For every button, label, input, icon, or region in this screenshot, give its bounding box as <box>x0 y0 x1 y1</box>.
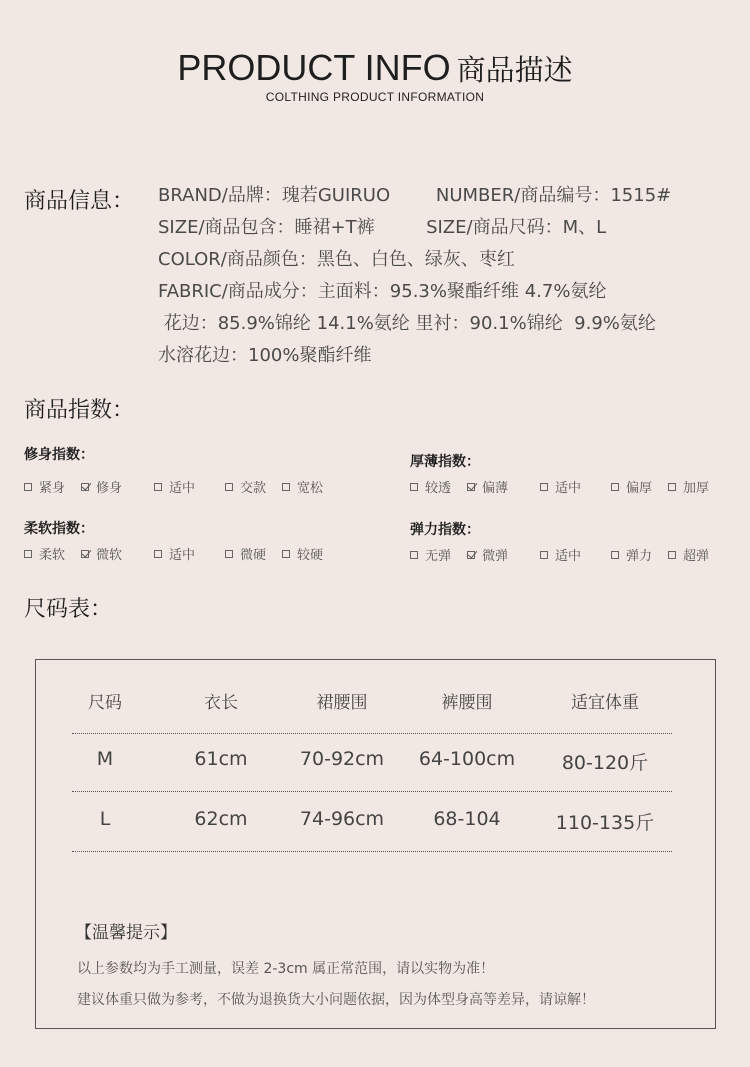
index-option: 偏厚 <box>611 477 652 496</box>
note-line: 以上参数均为手工测量，误差 2-3cm 属正常范围，请以实物为准！ <box>77 961 495 977</box>
size-table-cell: 64-100cm <box>418 748 516 770</box>
index-option-checked: 修身 <box>81 477 122 496</box>
checkbox-icon <box>282 550 290 558</box>
index-option: 适中 <box>540 477 581 496</box>
index-option: 弹力 <box>611 545 652 564</box>
page-title-cn: 商品描述 <box>456 53 573 87</box>
info-line-size: SIZE/商品包含：睡裙+T裤 SIZE/商品尺码：M、L <box>158 217 607 238</box>
table-divider <box>72 791 672 792</box>
index-option-checked: 微软 <box>81 544 122 563</box>
index-option: 超弹 <box>668 545 709 564</box>
checkbox-icon <box>225 483 233 491</box>
checkbox-icon <box>154 483 162 491</box>
checkbox-icon <box>225 550 233 558</box>
page-subtitle: COLTHING PRODUCT INFORMATION <box>265 90 485 104</box>
table-divider <box>72 851 672 852</box>
index-option: 紧身 <box>24 477 65 496</box>
note-line: 建议体重只做为参考，不做为退换货大小问题依据，因为体型身高等差异，请谅解！ <box>77 992 595 1008</box>
size-table-cell: 68-104 <box>433 808 501 830</box>
checkbox-checked-icon <box>81 483 89 491</box>
checkbox-checked-icon <box>467 483 475 491</box>
size-table-cell: M <box>96 748 114 770</box>
info-line-color: COLOR/商品颜色：黑色、白色、绿灰、枣红 <box>158 249 515 270</box>
size-table-header: 衣长 <box>204 693 238 713</box>
product-info-title: 商品信息： <box>24 189 135 214</box>
checkbox-icon <box>540 551 548 559</box>
index-group-title-elasticity: 弹力指数： <box>410 522 480 538</box>
index-option-checked: 偏薄 <box>467 477 508 496</box>
checkbox-icon <box>540 483 548 491</box>
size-table-cell: 70-92cm <box>299 748 385 770</box>
size-chart-title: 尺码表： <box>24 597 113 622</box>
checkbox-icon <box>24 550 32 558</box>
index-option: 微硬 <box>225 544 266 563</box>
checkbox-icon <box>668 483 676 491</box>
index-group-title-softness: 柔软指数： <box>24 521 94 537</box>
info-line-fabric: FABRIC/商品成分：主面料：95.3%聚酯纤维 4.7%氨纶 <box>158 281 607 302</box>
index-option: 适中 <box>154 544 195 563</box>
checkbox-icon <box>24 483 32 491</box>
checkbox-icon <box>611 551 619 559</box>
index-option: 柔软 <box>24 544 65 563</box>
checkbox-icon <box>410 483 418 491</box>
checkbox-icon <box>611 483 619 491</box>
checkbox-icon <box>410 551 418 559</box>
size-table-header: 裤腰围 <box>441 693 493 713</box>
size-table-cell: 80-120斤 <box>561 752 649 774</box>
page-title-en: PRODUCT INFO <box>177 47 451 88</box>
info-line-soluble-lace: 水溶花边：100%聚酯纤维 <box>158 345 372 366</box>
checkbox-checked-icon <box>81 550 89 558</box>
index-option: 无弹 <box>410 545 451 564</box>
size-table-header: 尺码 <box>88 693 122 713</box>
info-line-brand: BRAND/品牌：瑰若GUIRUO NUMBER/商品编号：1515# <box>158 185 672 206</box>
size-table-cell: 62cm <box>194 808 248 830</box>
info-line-lace: 花边：85.9%锦纶 14.1%氨纶 里衬：90.1%锦纶 9.9%氨纶 <box>158 313 656 334</box>
checkbox-checked-icon <box>467 551 475 559</box>
index-option: 适中 <box>154 477 195 496</box>
size-table-cell: L <box>99 808 111 830</box>
checkbox-icon <box>282 483 290 491</box>
index-option: 适中 <box>540 545 581 564</box>
index-group-title-thickness: 厚薄指数： <box>410 454 480 470</box>
note-title: 【温馨提示】 <box>75 923 177 943</box>
checkbox-icon <box>668 551 676 559</box>
size-table-cell: 61cm <box>194 748 248 770</box>
index-option: 交款 <box>225 477 266 496</box>
index-option: 较硬 <box>282 544 323 563</box>
index-option: 宽松 <box>282 477 323 496</box>
table-divider <box>72 733 672 734</box>
size-table-header: 适宜体重 <box>571 693 639 713</box>
size-table-cell: 74-96cm <box>299 808 385 830</box>
size-table-header: 裙腰围 <box>316 693 368 713</box>
size-table-cell: 110-135斤 <box>555 812 655 834</box>
checkbox-icon <box>154 550 162 558</box>
index-group-title-fit: 修身指数： <box>24 447 94 463</box>
index-section-title: 商品指数： <box>24 398 135 423</box>
index-option: 较透 <box>410 477 451 496</box>
index-option-checked: 微弹 <box>467 545 508 564</box>
index-option: 加厚 <box>668 477 709 496</box>
